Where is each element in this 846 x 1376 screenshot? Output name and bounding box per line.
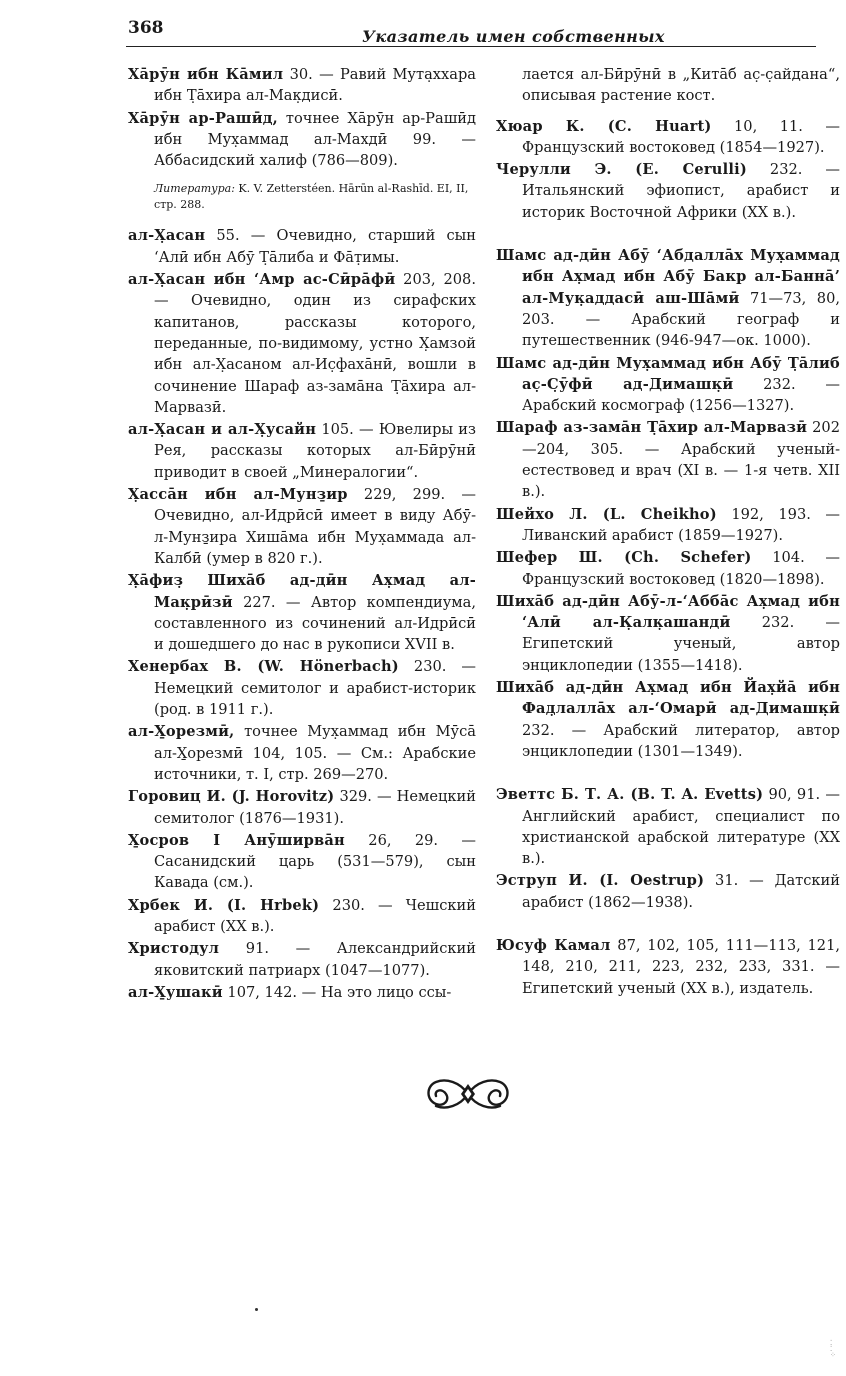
entry-name: Юсуф Камал (496, 936, 611, 954)
entry-text: 230. — Чешский арабист (XX в.). (154, 896, 476, 935)
entry-text: 227. — Автор компендиума, составленного из сочинений ал-Идрӣсӣ и дошедшего до нас в рукописи XVII в. (154, 593, 476, 654)
entry-name: Шамс ад-дӣн Мух̣аммад ибн Абӯ Т̣а̄либ ас̣-С̣ӯфӣ ад-Димашк̣ӣ (496, 354, 840, 393)
index-entry (496, 935, 840, 999)
entry-text: 55. — Очевидно, старший сын ‘Алӣ ибн Абӯ Т̣а̄либа и Фа̄т̣имы. (154, 227, 476, 266)
entry-name: Христодул (128, 940, 220, 958)
index-entry (128, 108, 476, 172)
index-entry-continuation (496, 64, 840, 107)
entry-name: Х̣асса̄н ибн ал-Мунз̱ир (128, 486, 348, 504)
entry-text: 87, 102, 105, 111—113, 121, 148, 210, 211, 223, 232, 233, 331. — Египетский ученый (XX в.), издатель. (522, 936, 840, 997)
entry-text: 91. — Александрийский яковитский патриарх (1047—1077). (154, 940, 476, 979)
entry-name: Хрбек И. (I. Hrbek) (128, 896, 320, 914)
index-entry (496, 784, 840, 869)
entry-name: ал-Х̣асан и ал-Х̣усайн (128, 421, 317, 439)
entry-text: 30. — Равий Мута̣ххара ибн Т̣а̄хира ал-Мак̣дисӣ. (154, 66, 476, 105)
entry-text: лается ал-Бӣрӯнӣ в „Кита̄б ас̣-с̣айдана“, описывая растение кост. (522, 66, 840, 105)
running-title: Указатель имен собственных (362, 27, 665, 46)
entry-text: 232. — Арабский космограф (1256—1327). (522, 375, 840, 415)
entry-text: 104. — Французский востоковед (1820—1898). (522, 549, 841, 588)
page-number: 368 (128, 18, 164, 38)
index-entry (128, 269, 476, 418)
entry-name: Ха̄рӯн ибн Ка̄мил (128, 66, 284, 83)
entry-text: 105. — Ювелиры из Рея, рассказы которых ал-Бӣрӯнӣ приводит в своей „Минералогии“. (154, 421, 476, 481)
entry-text: 10, 11. — Французский востоковед (1854—1927). (522, 117, 840, 156)
literature-text: K. V. Zetterstéen. Hārūn al-Rashīd. EI, II, стр. 288. (154, 182, 469, 212)
index-entry (128, 786, 476, 829)
print-speck (255, 1308, 258, 1311)
edge-marks: ⁚ ⁚ ⁘ (830, 1339, 836, 1359)
entry-text: 329. — Немецкий семитолог (1876—1931). (154, 788, 476, 827)
index-entry (496, 547, 840, 590)
entry-name: Х̱осров I Анӯширва̄н (128, 831, 345, 849)
entry-name: Ха̄рӯн ар-Рашӣд, (128, 109, 278, 127)
entry-name: Шиха̄б ад-дӣн Абӯ-л-‘Абба̄с Ах̣мад ибн ‘Алӣ ал-К̣алк̣ашандӣ (496, 592, 840, 632)
entry-text: 229, 299. — Очевидно, ал-Идрӣсӣ имеет в виду Абӯ-л-Мунз̱ира Хиша̄ма ибн Мух̣аммада ал-Калбӣ (умер в 820 г.). (154, 486, 477, 567)
index-entry (128, 225, 476, 268)
entry-text: 26, 29. — Сасанидский царь (531—579), сын Кавада (см.). (154, 831, 476, 892)
index-entry (496, 677, 840, 762)
entry-text: 90, 91. — Английский арабист, специалист по христианской арабской литературе (XX в.). (522, 786, 840, 868)
entry-name: Шейхо Л. (L. Cheikho) (496, 505, 717, 523)
index-entry (496, 591, 840, 676)
index-entry (128, 484, 476, 569)
index-entry (496, 245, 840, 351)
entry-name: ал-Х̣асан (128, 227, 206, 245)
entry-name: Шефер Ш. (Ch. Schefer) (496, 549, 752, 567)
entry-name: Эструп И. (I. Oestrup) (496, 872, 705, 890)
entry-name: Шамс ад-дӣн Абӯ ‘Абдалла̄х Мух̣аммад ибн Ах̣мад ибн Абӯ Бакр ал-Банна̄’ ал-Мук̣аддасӣ аш-Ша̄мӣ (496, 247, 840, 307)
index-entry (496, 159, 840, 223)
entry-name: Х̣а̄физ̣ Шиха̄б ад-дӣн Ах̣мад ал-Мак̣рӣзӣ (128, 572, 476, 611)
entry-name: Хенербах В. (W. Hönerbach) (128, 658, 399, 676)
entry-text: 31. — Датский арабист (1862—1938). (522, 872, 840, 911)
entry-name: ал-Х̣асан ибн ‘Амр ас-Сӣра̄фӣ (128, 271, 396, 289)
entry-name: Горовиц И. (J. Horovitz) (128, 788, 335, 806)
entry-text: 232. — Египетский ученый, автор энциклопедии (1355—1418). (522, 614, 840, 674)
entry-text: 71—73, 80, 203. — Арабский географ и путешественник (946-947—ок. 1000). (522, 289, 840, 350)
index-entry (496, 504, 840, 547)
index-entry (128, 938, 476, 981)
index-entry (496, 870, 840, 913)
literature-label: Литература: (154, 182, 235, 196)
index-column-left (128, 64, 476, 1004)
entry-text: 107, 142. — На это лицо ссы- (222, 983, 452, 1001)
entry-name: Шиха̄б ад-дӣн Ах̣мад ибн Йах̣йа̄ ибн Фад̣лалла̄х ал-‘Омарӣ ад-Димашк̣ӣ (496, 679, 840, 718)
header-rule (126, 46, 816, 47)
entry-text: точнее Мух̣аммад ибн Мӯса̄ ал-Х̱орезмӣ 104, 105. — См.: Арабские источники, т. I, стр. 269—270. (154, 723, 476, 783)
index-entry (496, 417, 840, 502)
entry-text: 232. — Итальянский эфиопист, арабист и историк Восточной Африки (XX в.). (522, 161, 840, 221)
ornament-vignette (420, 1072, 516, 1116)
entry-name: Хюар К. (С. Huart) (496, 117, 712, 135)
entry-name: Черулли Э. (E. Cerulli) (496, 161, 747, 179)
index-entry (128, 419, 476, 483)
literature-reference (154, 181, 476, 213)
index-entry (496, 353, 840, 417)
entry-text: 192, 193. — Ливанский арабист (1859—1927). (522, 505, 841, 544)
index-entry (128, 721, 476, 785)
index-column-right (496, 64, 840, 1000)
entry-text: 203, 208. — Очевидно, один из сирафских капитанов, рассказы которого, переданные, по-видимому, устно Х̣амзой ибн ал-Х̣асаном ал-Ис̣фаха̄нӣ, вошли в сочинение Шараф аз-зама̄на Т̣а̄хира ал-Марвазӣ. (154, 271, 476, 416)
index-entry (128, 830, 476, 894)
index-entry (128, 570, 476, 655)
index-entry (128, 982, 476, 1003)
index-entry (128, 895, 476, 938)
index-entry (496, 116, 840, 159)
entry-text: 230. — Немецкий семитолог и арабист-историк (род. в 1911 г.). (154, 658, 477, 719)
entry-name: ал-Х̱ушакӣ (128, 983, 223, 1001)
index-entry (128, 656, 476, 720)
entry-text: точнее Ха̄рӯн ар-Рашӣд ибн Мух̣аммад ал-Махдӣ 99. — Аббасидский халиф (786—809). (154, 109, 476, 170)
entry-text: 232. — Арабский литератор, автор энциклопедии (1301—1349). (522, 721, 840, 760)
entry-name: ал-Х̱орезмӣ, (128, 723, 235, 741)
index-entry (128, 64, 476, 107)
entry-name: Шараф аз-зама̄н Т̣а̄хир ал-Марвазӣ (496, 419, 808, 437)
entry-text: 202—204, 305. — Арабский ученый-естествовед и врач (XI в. — 1-я четв. XII в.). (522, 419, 840, 501)
entry-name: Эветтс Б. Т. А. (B. T. A. Evetts) (496, 786, 764, 804)
